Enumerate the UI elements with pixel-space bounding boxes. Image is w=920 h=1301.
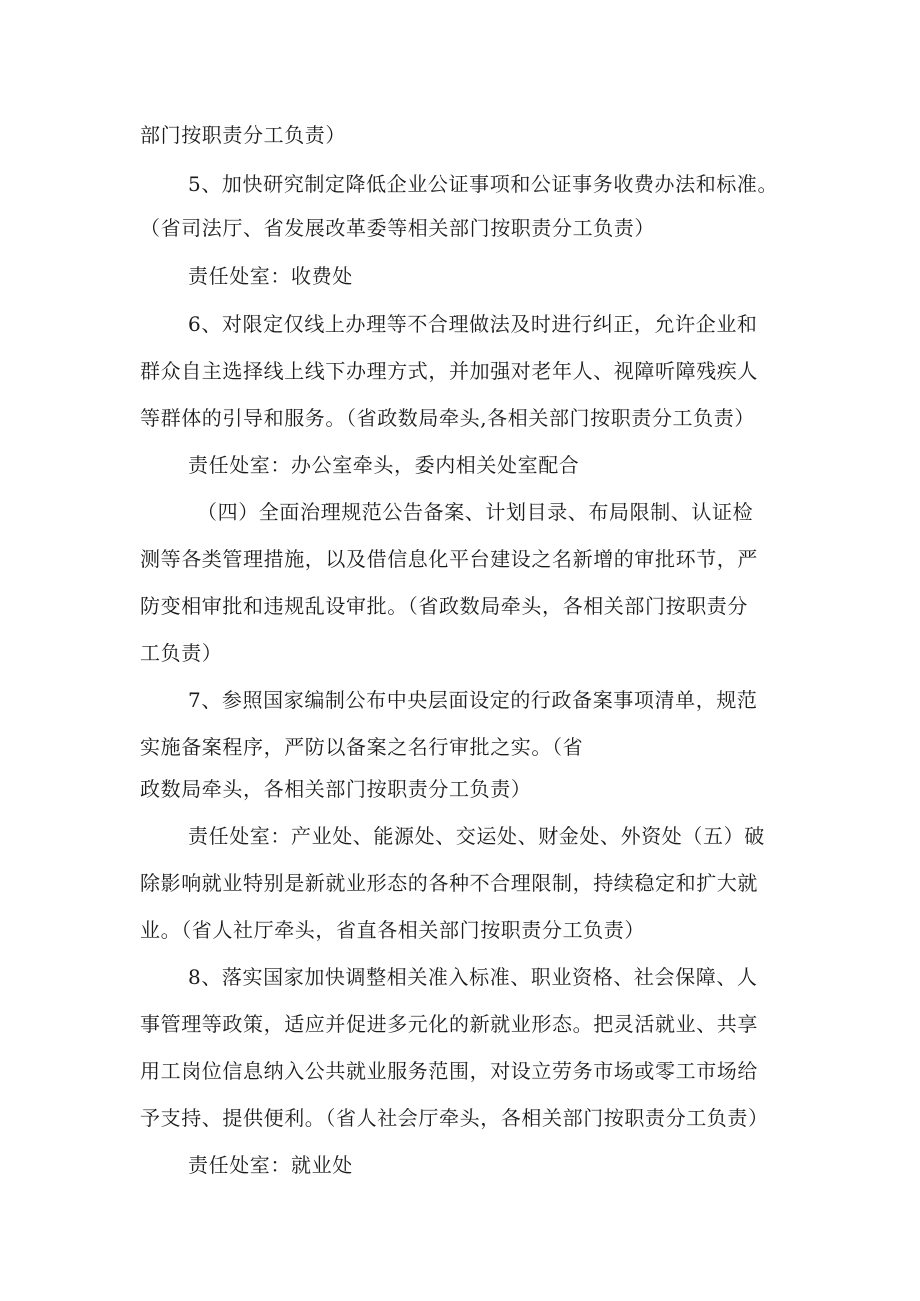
text-line: 除影响就业特别是新就业形态的各种不合理限制，持续稳定和扩大就 [140,871,758,895]
text-line: 防变相审批和违规乱设审批。（省政数局牵头，各相关部门按职责分 [140,594,748,618]
item-7-heading: 7、参照国家编制公布中央层面设定的行政备案事项清单，规范 [188,688,758,712]
text-line: 政数局牵头，各相关部门按职责分工负责） [140,777,532,801]
text-line: 部门按职责分工负责） [140,123,346,147]
text-line: 事管理等政策，适应并促进多元化的新就业形态。把灵活就业、共享 [140,1012,758,1036]
responsible-office: 责任处室：办公室牵头，委内相关处室配合 [188,453,580,477]
section-4-heading: （四）全面治理规范公告备案、计划目录、布局限制、认证检 [197,500,754,524]
text-line: 群众自主选择线上线下办理方式，并加强对老年人、视障听障残疾人 [140,359,758,383]
responsible-office: 责任处室：就业处 [188,1153,353,1177]
text-line: 等群体的引导和服务。（省政数局牵头,各相关部门按职责分工负责） [140,406,755,430]
item-8-heading: 8、落实国家加快调整相关准入标准、职业资格、社会保障、人 [188,965,758,989]
text-line: 用工岗位信息纳入公共就业服务范围，对设立劳务市场或零工市场给 [140,1059,758,1083]
text-line: 测等各类管理措施，以及借信息化平台建设之名新增的审批环节，严 [140,547,758,571]
text-line: （省司法厅、省发展改革委等相关部门按职责分工负责） [140,216,655,240]
text-line: 业。（省人社厅牵头，省直各相关部门按职责分工负责） [140,918,645,942]
item-6-heading: 6、对限定仅线上办理等不合理做法及时进行纠正，允许企业和 [188,312,758,336]
responsible-office: 责任处室：产业处、能源处、交运处、财金处、外资处（五）破 [188,824,765,848]
responsible-office: 责任处室：收费处 [188,264,353,288]
item-5-heading: 5、加快研究制定降低企业公证事项和公证事务收费办法和标准。 [188,172,779,196]
text-line: 予支持、提供便利。（省人社会厅牵头，各相关部门按职责分工负责） [140,1106,769,1130]
text-line: 工负责） [140,641,223,665]
text-line: 实施备案程序，严防以备案之名行审批之实。（省 [140,735,584,759]
